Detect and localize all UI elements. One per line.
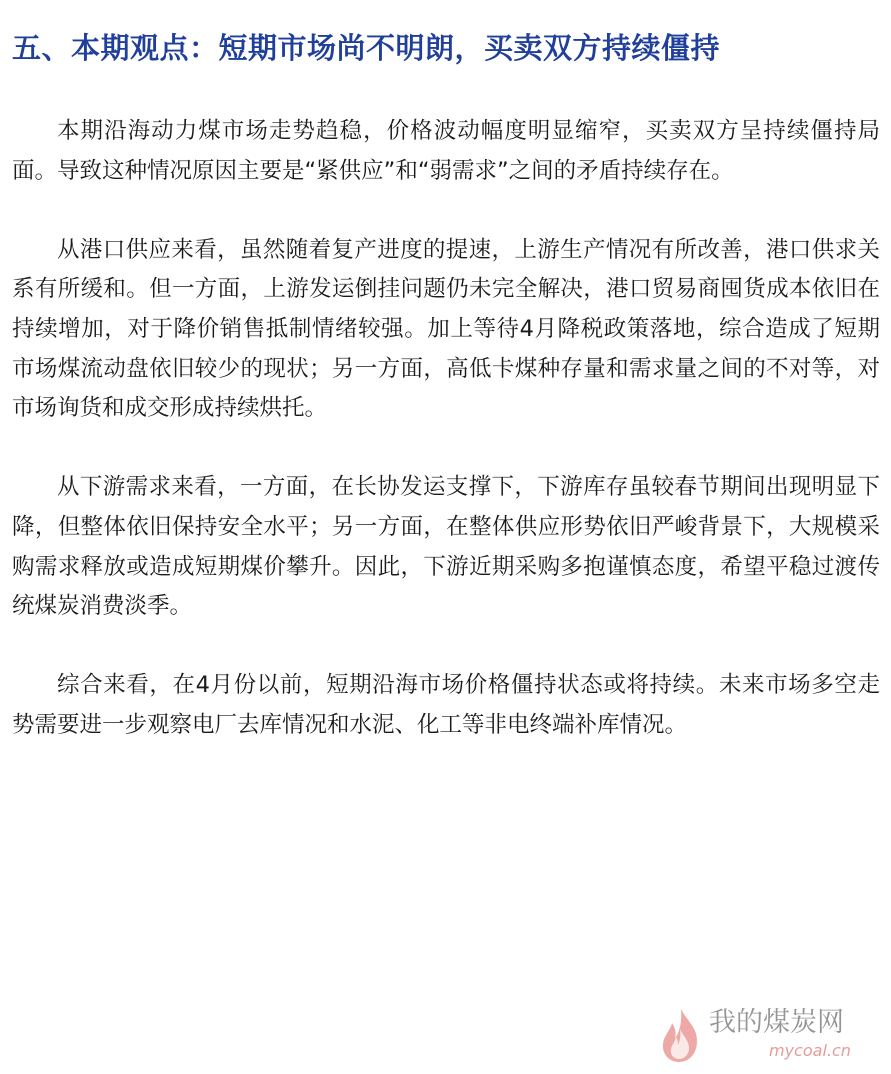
watermark-url: mycoal.cn xyxy=(769,1041,851,1060)
watermark-site-name: 我的煤炭网 xyxy=(709,1007,844,1038)
paragraph-conclusion: 综合来看，在4月份以前，短期沿海市场价格僵持状态或将持续。未来市场多空走势需要进一步观察电厂去库情况和水泥、化工等非电终端补库情况。 xyxy=(12,672,880,738)
paragraph-downstream-demand: 从下游需求来看，一方面，在长协发运支撑下，下游库存虽较春节期间出现明显下降，但整体依旧保持安全水平；另一方面，在整体供应形势依旧严峻背景下，大规模采购需求释放或造成短期煤价攀升。因此，下游近期采购多抱谨慎态度，希望平稳过渡传统煤炭消费淡季。 xyxy=(12,474,880,620)
section-heading: 五、本期观点：短期市场尚不明朗，买卖双方持续僵持 xyxy=(12,31,721,66)
paragraph-port-supply: 从港口供应来看，虽然随着复产进度的提速，上游生产情况有所改善，港口供求关系有所缓和。但一方面，上游发运倒挂问题仍未完全解决，港口贸易商囤货成本依旧在持续增加，对于降价销售抵制情绪较强。加上等待4月降税政策落地，综合造成了短期市场煤流动盘依旧较少的现状；另一方面，高低卡煤种存量和需求量之间的不对等，对市场询货和成交形成持续烘托。 xyxy=(12,236,880,422)
site-watermark xyxy=(657,1003,877,1069)
article-body xyxy=(12,112,880,746)
flame-logo-icon xyxy=(657,1007,703,1065)
paragraph-overview: 本期沿海动力煤市场走势趋稳，价格波动幅度明显缩窄，买卖双方呈持续僵持局面。导致这种情况原因主要是“紧供应”和“弱需求”之间的矛盾持续存在。 xyxy=(12,118,880,184)
